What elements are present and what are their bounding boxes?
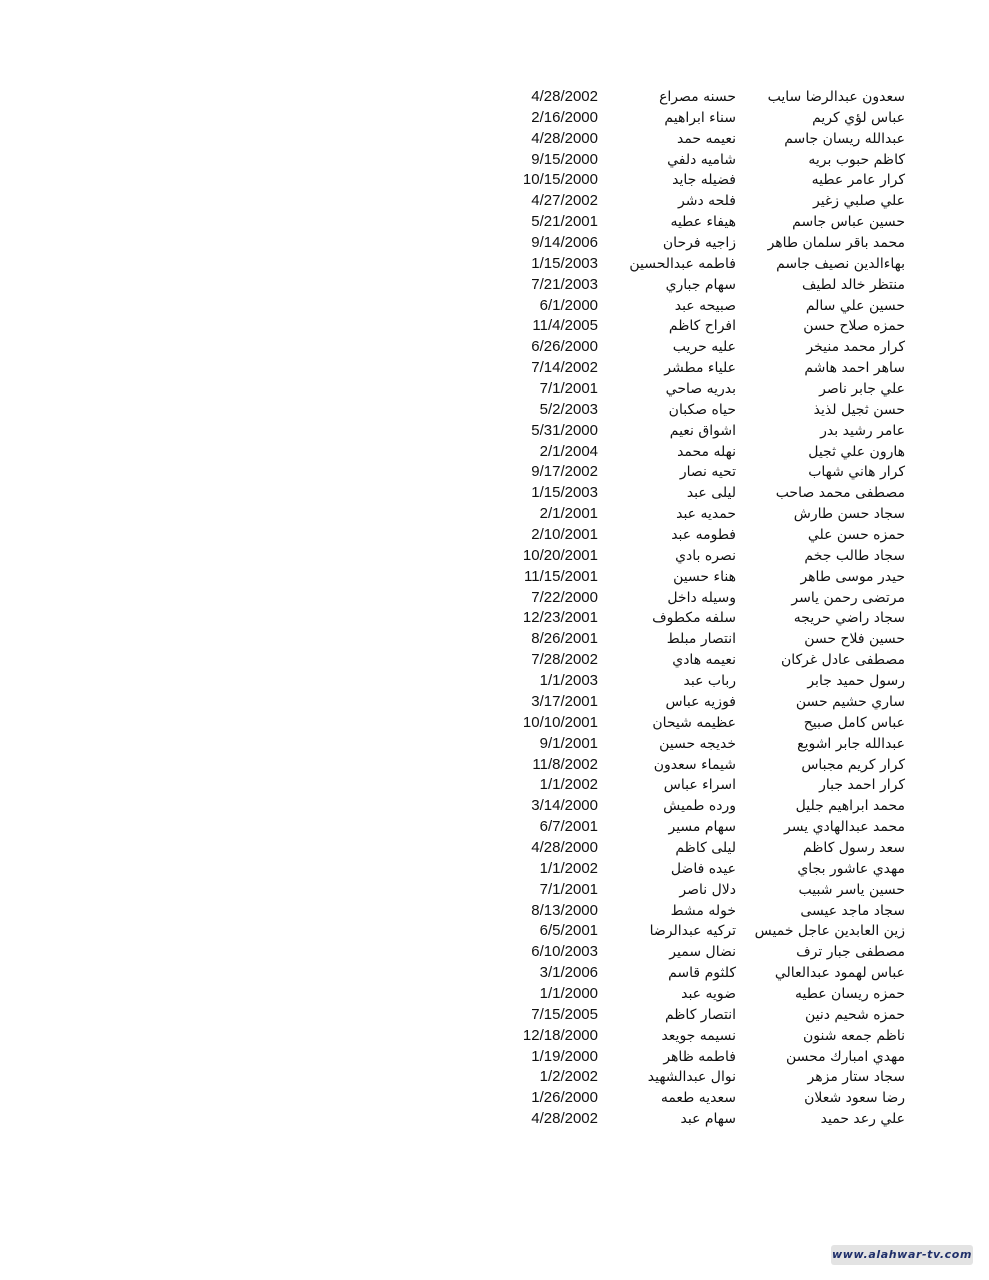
birth-date: 11/8/2002	[532, 755, 598, 773]
person-name: حيدر موسى طاهر	[800, 568, 905, 585]
birth-date: 1/1/2003	[539, 672, 598, 690]
mother-name: سهام جباري	[665, 276, 736, 293]
person-name: رسول حميد جابر	[807, 673, 905, 690]
record-row	[0, 358, 989, 379]
person-name: محمد باقر سلمان طاهر	[767, 235, 905, 252]
mother-name: نعيمه حمد	[676, 130, 736, 147]
birth-date: 2/10/2001	[531, 526, 598, 544]
mother-name: دلال ناصر	[679, 881, 736, 898]
mother-name: حسنه مصراع	[659, 89, 736, 105]
person-name: زين العابدين عاجل خميس	[754, 923, 905, 940]
birth-date: 12/23/2001	[522, 609, 598, 627]
person-name: سعد رسول كاظم	[802, 839, 905, 856]
person-name: مهدي امبارك محسن	[785, 1048, 905, 1065]
person-name: ساهر احمد هاشم	[804, 360, 905, 377]
birth-date: 9/17/2002	[531, 463, 598, 481]
mother-name: افراح كاظم	[668, 318, 736, 335]
birth-date: 10/20/2001	[522, 546, 598, 564]
birth-date: 4/27/2002	[531, 192, 598, 210]
birth-date: 9/15/2000	[531, 150, 598, 168]
person-name: كاظم حبوب بريه	[808, 151, 905, 168]
record-row	[0, 379, 989, 400]
mother-name: نهله محمد	[677, 443, 736, 460]
record-row	[0, 921, 989, 942]
person-name: حمزه حسن علي	[807, 527, 905, 544]
mother-name: فضيله جايد	[672, 172, 736, 189]
mother-name: تحيه نصار	[679, 464, 736, 481]
birth-date: 6/26/2000	[531, 338, 598, 356]
person-name: كرار هاني شهاب	[808, 464, 905, 481]
birth-date: 3/14/2000	[531, 797, 598, 815]
mother-name: نصره بادي	[675, 547, 736, 564]
birth-date: 6/5/2001	[539, 922, 598, 940]
record-row	[0, 817, 989, 838]
person-name: منتظر خالد لطيف	[801, 276, 905, 293]
mother-name: فطومه عبد	[671, 527, 736, 544]
mother-name: تركيه عبدالرضا	[649, 923, 736, 940]
record-row	[0, 212, 989, 233]
birth-date: 4/28/2002	[531, 88, 598, 105]
mother-name: ليلى عبد	[686, 485, 736, 502]
person-name: حسين عباس جاسم	[792, 214, 905, 231]
mother-name: فاطمه عبدالحسين	[629, 255, 736, 272]
birth-date: 7/14/2002	[531, 359, 598, 377]
person-name: حسين فلاح حسن	[804, 631, 905, 648]
person-name: عامر رشيد بدر	[820, 422, 905, 439]
mother-name: فلحه دشر	[677, 193, 736, 210]
person-name: مرتضى رحمن ياسر	[791, 589, 905, 606]
person-name: مصطفى عادل غركان	[780, 652, 905, 669]
person-name: مصطفى جبار ترف	[796, 944, 905, 961]
birth-date: 12/18/2000	[522, 1026, 598, 1044]
birth-date: 2/1/2004	[539, 442, 598, 460]
record-row	[0, 337, 989, 358]
mother-name: نسيمه جويعد	[661, 1027, 736, 1044]
birth-date: 1/26/2000	[531, 1089, 598, 1107]
mother-name: علياء مطشر	[664, 360, 736, 377]
birth-date: 7/22/2000	[531, 588, 598, 606]
mother-name: زاجيه فرحان	[662, 235, 736, 252]
record-row	[0, 1026, 989, 1047]
mother-name: سهام عبد	[680, 1111, 736, 1128]
birth-date: 7/1/2001	[539, 880, 598, 898]
person-name: عباس كامل صبيح	[803, 714, 905, 731]
record-row	[0, 462, 989, 483]
record-row	[0, 150, 989, 171]
person-name: بهاءالدين نصيف جاسم	[776, 255, 905, 272]
person-name: علي رعد حميد	[820, 1111, 905, 1128]
mother-name: عظيمه شيحان	[652, 714, 736, 731]
birth-date: 11/15/2001	[524, 567, 598, 585]
birth-date: 1/1/2002	[539, 776, 598, 794]
record-row	[0, 859, 989, 880]
record-row	[0, 421, 989, 442]
mother-name: اشواق نعيم	[669, 422, 736, 439]
mother-name: نوال عبدالشهيد	[647, 1069, 736, 1086]
mother-name: عليه حريب	[672, 339, 736, 356]
person-name: سجاد حسن طارش	[793, 506, 905, 523]
records-list	[0, 87, 989, 1130]
record-row	[0, 775, 989, 796]
person-name: حسين علي سالم	[805, 297, 905, 314]
record-row	[0, 901, 989, 922]
mother-name: فوزيه عباس	[665, 693, 736, 710]
birth-date: 7/28/2002	[531, 651, 598, 669]
mother-name: نعيمه هادي	[672, 652, 736, 669]
mother-name: خديجه حسين	[659, 735, 736, 752]
birth-date: 4/28/2000	[531, 129, 598, 147]
record-row	[0, 1109, 989, 1130]
record-row	[0, 504, 989, 525]
record-row	[0, 1005, 989, 1026]
birth-date: 3/1/2006	[539, 964, 598, 982]
birth-date: 1/15/2003	[531, 254, 598, 272]
mother-name: هيفاء عطيه	[670, 214, 736, 231]
person-name: عباس لؤي كريم	[812, 109, 905, 126]
birth-date: 10/10/2001	[522, 713, 598, 731]
mother-name: خوله مشط	[670, 902, 736, 919]
mother-name: بدريه صاحي	[665, 381, 736, 398]
person-name: سجاد ستار مزهر	[807, 1069, 905, 1086]
person-name: محمد ابراهيم جليل	[795, 798, 905, 815]
record-row	[0, 755, 989, 776]
birth-date: 3/17/2001	[531, 692, 598, 710]
record-row	[0, 1047, 989, 1068]
birth-date: 9/14/2006	[531, 234, 598, 252]
record-row	[0, 838, 989, 859]
birth-date: 1/2/2002	[539, 1068, 598, 1086]
mother-name: ورده طميش	[663, 798, 736, 815]
birth-date: 1/1/2002	[539, 859, 598, 877]
mother-name: حياه صكبان	[668, 401, 736, 418]
record-row	[0, 129, 989, 150]
record-row	[0, 191, 989, 212]
birth-date: 1/19/2000	[531, 1047, 598, 1065]
birth-date: 7/21/2003	[531, 275, 598, 293]
mother-name: رباب عبد	[683, 673, 736, 690]
record-row	[0, 629, 989, 650]
person-name: مصطفى محمد صاحب	[775, 485, 905, 502]
record-row	[0, 671, 989, 692]
birth-date: 1/15/2003	[531, 484, 598, 502]
mother-name: عيده فاضل	[670, 860, 736, 877]
record-row	[0, 692, 989, 713]
person-name: سجاد راضي حريجه	[793, 610, 905, 627]
mother-name: حمديه عبد	[676, 506, 736, 523]
mother-name: هناء حسين	[673, 568, 736, 585]
mother-name: اسراء عباس	[663, 777, 736, 794]
record-row	[0, 942, 989, 963]
birth-date: 2/16/2000	[531, 108, 598, 126]
record-row	[0, 546, 989, 567]
mother-name: شاميه دلفي	[667, 151, 736, 168]
record-row	[0, 254, 989, 275]
birth-date: 4/28/2000	[531, 838, 598, 856]
person-name: عبدالله ريسان جاسم	[784, 130, 905, 147]
person-name: كرار كريم مجباس	[801, 756, 905, 773]
person-name: سجاد ماجد عيسى	[800, 902, 905, 919]
person-name: حمزه ريسان عطيه	[795, 985, 905, 1002]
birth-date: 5/31/2000	[531, 421, 598, 439]
person-name: محمد عبدالهادي يسر	[784, 819, 905, 836]
person-name: حسين ياسر شبيب	[798, 881, 905, 898]
birth-date: 11/4/2005	[532, 317, 598, 335]
mother-name: انتصار كاظم	[664, 1006, 736, 1023]
record-row	[0, 525, 989, 546]
record-row	[0, 984, 989, 1005]
person-name: علي جابر ناصر	[819, 381, 905, 398]
record-row	[0, 1088, 989, 1109]
person-name: عباس لهمود عبدالعالي	[774, 965, 905, 982]
record-row	[0, 442, 989, 463]
birth-date: 7/1/2001	[539, 380, 598, 398]
birth-date: 8/13/2000	[531, 901, 598, 919]
record-row	[0, 796, 989, 817]
mother-name: نضال سمير	[669, 944, 736, 961]
birth-date: 1/1/2000	[539, 984, 598, 1002]
mother-name: كلثوم قاسم	[668, 965, 736, 982]
record-row	[0, 713, 989, 734]
record-row	[0, 233, 989, 254]
record-row	[0, 108, 989, 129]
birth-date: 6/10/2003	[531, 943, 598, 961]
record-row	[0, 316, 989, 337]
person-name: كرار احمد جبار	[819, 777, 905, 794]
person-name: ناظم جمعه شنون	[803, 1027, 905, 1044]
record-row	[0, 650, 989, 671]
birth-date: 10/15/2000	[522, 171, 598, 189]
person-name: علي صلبي زغير	[812, 193, 905, 210]
person-name: حمزه صلاح حسن	[803, 318, 905, 335]
mother-name: شيماء سعدون	[653, 756, 736, 773]
record-row	[0, 275, 989, 296]
person-name: حمزه شحيم دنين	[804, 1006, 905, 1023]
mother-name: فاطمه ظاهر	[663, 1048, 736, 1065]
person-name: كرار محمد منيخر	[806, 339, 905, 356]
record-row	[0, 87, 989, 108]
record-row	[0, 483, 989, 504]
birth-date: 2/1/2001	[539, 505, 598, 523]
mother-name: ضويه عبد	[681, 985, 736, 1002]
person-name: سعدون عبدالرضا سايب	[767, 89, 905, 105]
person-name: مهدي عاشور بجاي	[797, 860, 905, 877]
person-name: هارون علي ثجيل	[808, 443, 905, 460]
record-row	[0, 296, 989, 317]
record-row	[0, 963, 989, 984]
record-row	[0, 170, 989, 191]
person-name: ساري حشيم حسن	[795, 693, 905, 710]
watermark-logo: www.alahwar-tv.com	[831, 1245, 973, 1265]
birth-date: 9/1/2001	[539, 734, 598, 752]
mother-name: سهام مسير	[668, 819, 736, 836]
person-name: عبدالله جابر اشويع	[797, 735, 905, 752]
mother-name: انتصار مبلط	[666, 631, 736, 648]
mother-name: سلفه مكطوف	[652, 610, 736, 627]
record-row	[0, 400, 989, 421]
record-row	[0, 734, 989, 755]
mother-name: وسيله داخل	[667, 589, 736, 606]
mother-name: ليلى كاظم	[675, 839, 736, 856]
birth-date: 5/21/2001	[531, 213, 598, 231]
person-name: حسن ثجيل لذيذ	[813, 401, 905, 418]
mother-name: صبيحه عبد	[674, 297, 736, 314]
mother-name: سناء ابراهيم	[664, 109, 736, 126]
person-name: كرار عامر عطيه	[811, 172, 905, 189]
birth-date: 6/7/2001	[539, 818, 598, 836]
record-row	[0, 608, 989, 629]
person-name: رضا سعود شعلان	[804, 1090, 905, 1107]
mother-name: سعديه طعمه	[660, 1090, 736, 1107]
record-row	[0, 880, 989, 901]
record-row	[0, 588, 989, 609]
birth-date: 4/28/2002	[531, 1110, 598, 1128]
person-name: سجاد طالب جخم	[804, 547, 905, 564]
birth-date: 8/26/2001	[531, 630, 598, 648]
record-row	[0, 1067, 989, 1088]
birth-date: 5/2/2003	[539, 400, 598, 418]
birth-date: 7/15/2005	[531, 1005, 598, 1023]
birth-date: 6/1/2000	[539, 296, 598, 314]
record-row	[0, 567, 989, 588]
